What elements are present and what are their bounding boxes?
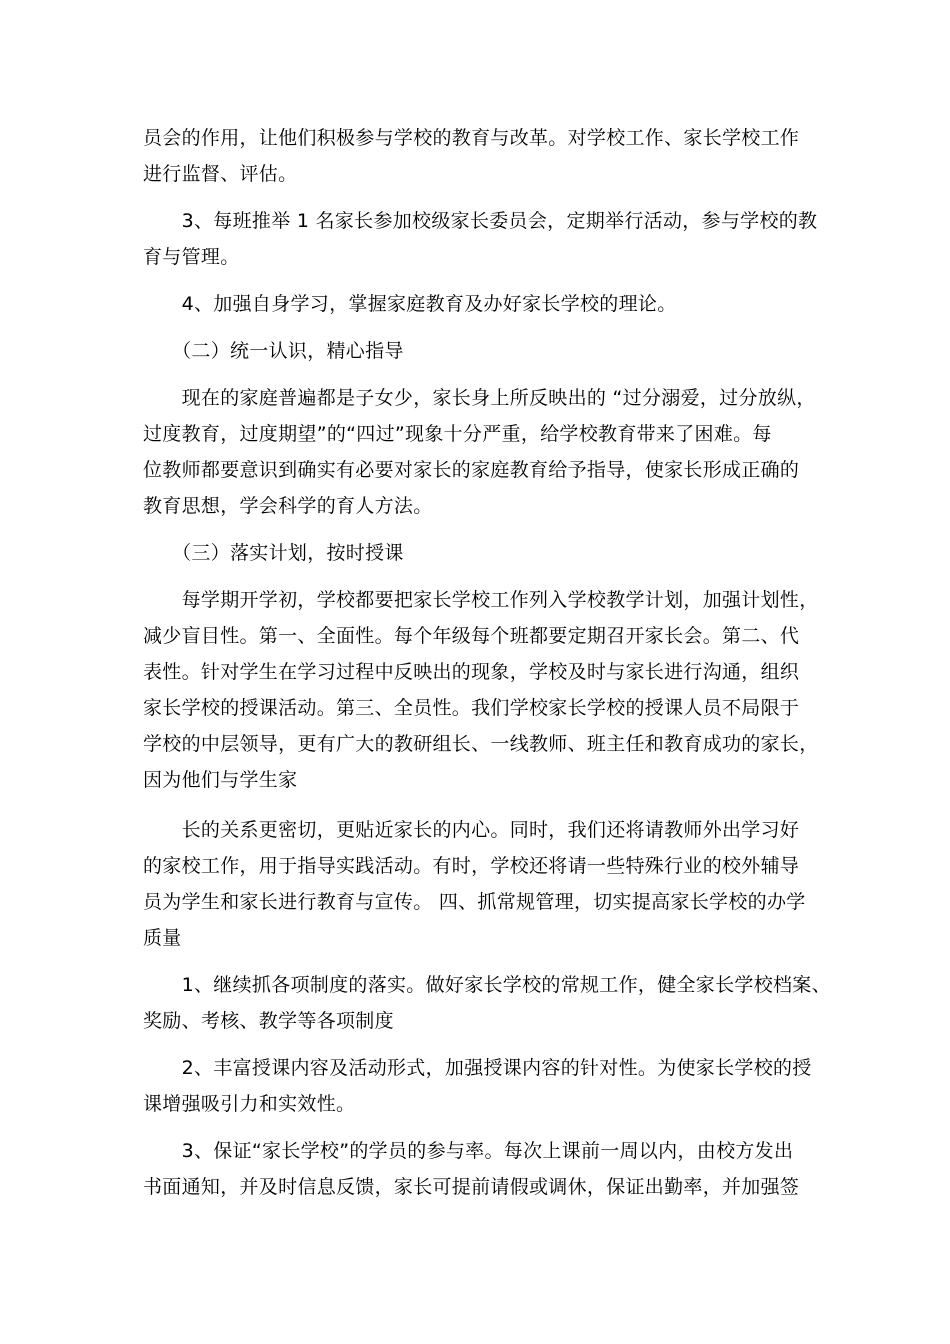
text-line: 过度教育，过度期望”的“四过”现象十分严重，给学校教育带来了困难。每	[143, 423, 772, 445]
text-line: 4、加强自身学习，掌握家庭教育及办好家长学校的理论。	[143, 293, 677, 315]
paragraph-6	[143, 812, 823, 956]
text-line: 长的关系更密切，更贴近家长的内心。同时，我们还将请教师外出学习好	[143, 819, 800, 841]
text-line: （二）统一认识，精心指导	[143, 340, 404, 362]
text-line: 教育思想，学会科学的育人方法。	[143, 495, 433, 517]
paragraph-1	[143, 120, 823, 192]
text-line: 减少盲目性。第一、全面性。每个年级每个班都要定期召开家长会。第二、代	[143, 625, 800, 647]
text-line: 家长学校的授课活动。第三、全员性。我们学校家长学校的授课人员不局限于	[143, 697, 800, 719]
text-line: （三）落实计划，按时授课	[143, 542, 404, 564]
paragraph-7	[143, 967, 831, 1039]
text-line: 员会的作用，让他们积极参与学校的教育与改革。对学校工作、家长学校工作	[143, 127, 800, 149]
text-line: 员为学生和家长进行教育与宣传。 四、抓常规管理，切实提高家长学校的办学	[143, 891, 806, 913]
text-line: 课增强吸引力和实效性。	[143, 1093, 356, 1115]
text-line: 3、保证“家长学校”的学员的参与率。每次上课前一周以内，由校方发出	[143, 1140, 794, 1162]
paragraph-2	[143, 203, 823, 275]
text-line: 位教师都要意识到确实有必要对家长的家庭教育给予指导，使家长形成正确的	[143, 459, 800, 481]
text-line: 3、每班推举 1 名家长参加校级家长委员会，定期举行活动，参与学校的教	[143, 210, 818, 232]
text-line: 表性。针对学生在学习过程中反映出的现象，学校及时与家长进行沟通，组织	[143, 661, 800, 683]
text-line: 育与管理。	[143, 246, 240, 268]
text-line: 2、丰富授课内容及活动形式，加强授课内容的针对性。为使家长学校的授	[143, 1057, 812, 1079]
text-line: 每学期开学初，学校都要把家长学校工作列入学校教学计划，加强计划性，	[143, 589, 819, 611]
paragraph-5	[143, 582, 823, 798]
text-line: 学校的中层领导，更有广大的教研组长、一线教师、班主任和教育成功的家长，	[143, 733, 819, 755]
text-line: 因为他们与学生家	[143, 769, 298, 791]
text-line: 的家校工作，用于指导实践活动。有时，学校还将请一些特殊行业的校外辅导	[143, 855, 800, 877]
text-line: 奖励、考核、教学等各项制度	[143, 1010, 394, 1032]
text-line: 进行监督、评估。	[143, 163, 298, 185]
text-line: 质量	[143, 927, 182, 949]
section-heading-2	[143, 333, 823, 369]
text-line: 书面通知，并及时信息反馈，家长可提前请假或调休，保证出勤率，并加强签	[143, 1176, 800, 1198]
text-line: 1、继续抓各项制度的落实。做好家长学校的常规工作，健全家长学校档案、	[143, 974, 831, 996]
section-heading-3	[143, 535, 823, 571]
paragraph-8	[143, 1050, 823, 1122]
text-line: 现在的家庭普遍都是子女少，家长身上所反映出的 “过分溺爱，过分放纵，	[143, 387, 816, 409]
paragraph-3	[143, 286, 823, 322]
paragraph-4	[143, 380, 823, 524]
paragraph-9	[143, 1133, 823, 1205]
